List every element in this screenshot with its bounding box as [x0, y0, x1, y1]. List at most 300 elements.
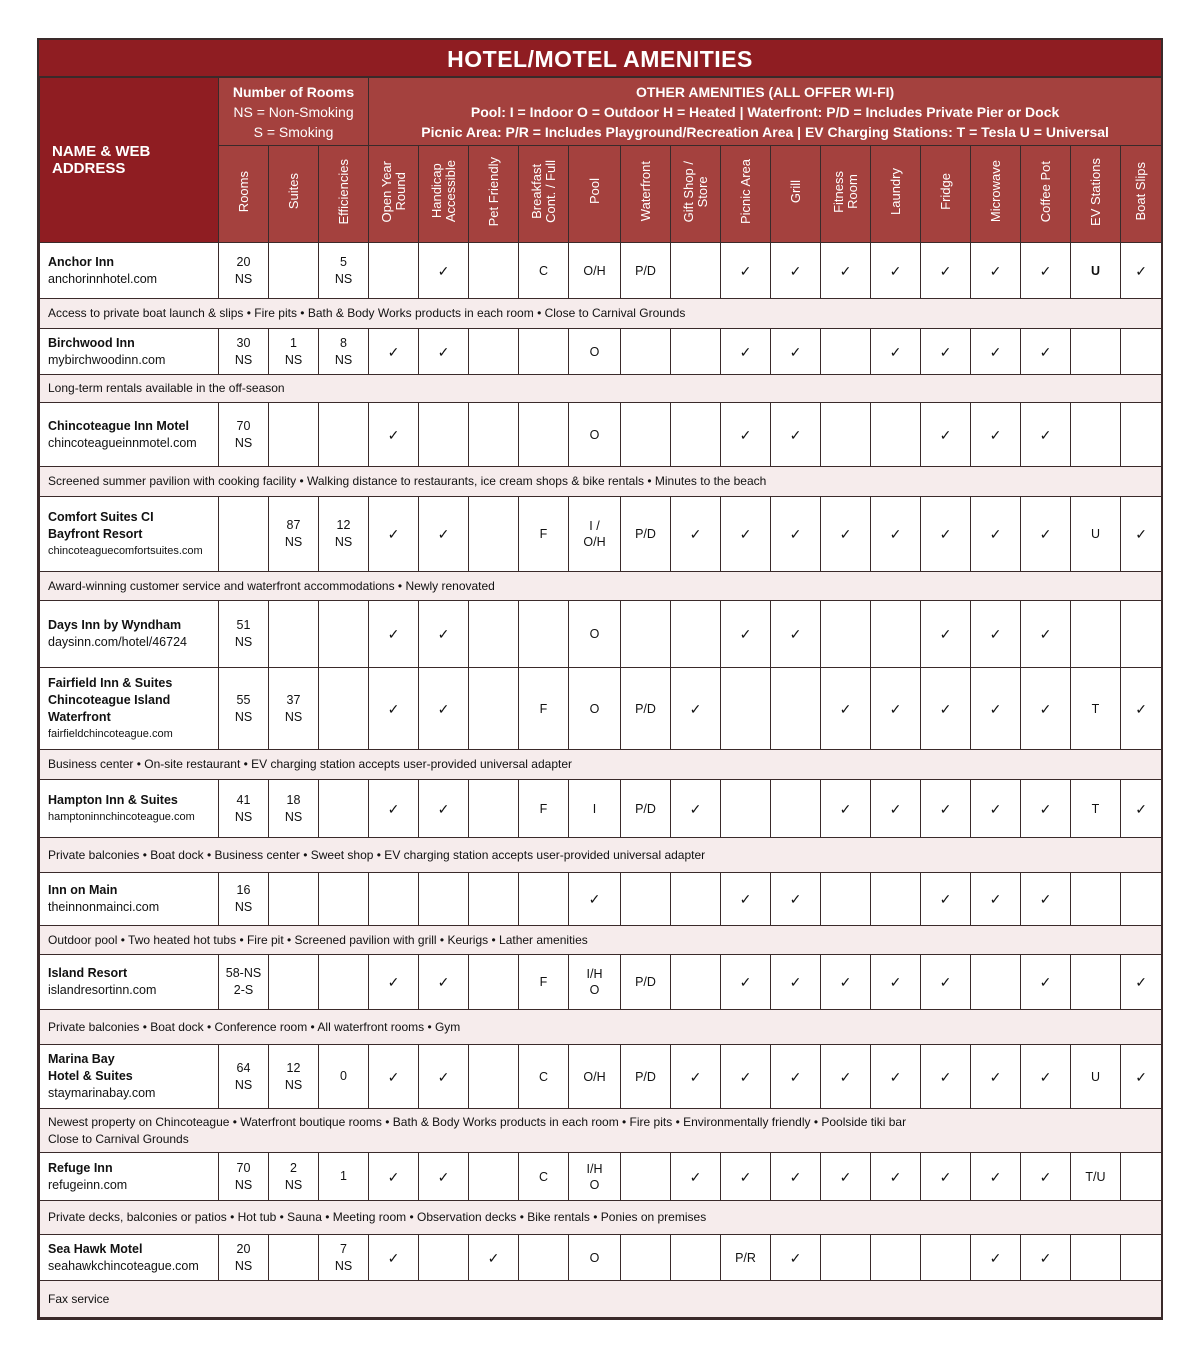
check-icon: ✓ [921, 668, 971, 750]
rooms-cell: 55 NS [219, 668, 269, 750]
column-header-ev-stations [1071, 146, 1121, 243]
amenity-cell: U [1071, 1045, 1121, 1109]
amenity-cell [1121, 1153, 1162, 1201]
check-icon: ✓ [971, 497, 1021, 572]
check-icon: ✓ [369, 403, 419, 467]
page-title: HOTEL/MOTEL AMENITIES [39, 40, 1161, 77]
column-header-label: Efficiencies [335, 158, 351, 225]
check-icon: ✓ [1021, 1235, 1071, 1281]
check-icon: ✓ [771, 1153, 821, 1201]
efficiencies-cell: 5 NS [319, 243, 369, 299]
hotel-name: Chincoteague Inn Motel [48, 418, 189, 433]
efficiencies-cell: 12 NS [319, 497, 369, 572]
amenity-cell: C [519, 1153, 569, 1201]
amenity-cell: O/H [569, 1045, 621, 1109]
amenity-cell [1121, 601, 1162, 668]
note-row [40, 299, 1162, 329]
efficiencies-cell [319, 403, 369, 467]
column-header-label: Boat Slips [1133, 162, 1149, 221]
amenity-cell [671, 403, 721, 467]
hotel-name: Hotel & Suites [48, 1069, 133, 1083]
column-header-label: EV Stations [1087, 157, 1103, 226]
hotel-name: Island Resort [48, 966, 128, 980]
check-icon: ✓ [771, 873, 821, 926]
hotel-web-address[interactable]: mybirchwoodinn.com [48, 352, 166, 367]
column-header-label: Suites [285, 173, 301, 210]
column-header-grill [771, 146, 821, 243]
hotel-web-address[interactable]: theinnonmainci.com [48, 900, 160, 914]
table-row [40, 1153, 1162, 1201]
efficiencies-cell: 0 [319, 1045, 369, 1109]
amenity-cell: F [519, 780, 569, 838]
check-icon: ✓ [369, 780, 419, 838]
check-icon: ✓ [871, 780, 921, 838]
column-header-efficiencies [319, 146, 369, 243]
check-icon: ✓ [971, 780, 1021, 838]
amenity-cell [369, 873, 419, 926]
check-icon: ✓ [721, 403, 771, 467]
amenity-cell [671, 1235, 721, 1281]
hotel-web-address[interactable]: daysinn.com/hotel/46724 [48, 635, 187, 649]
amenity-cell: O [569, 329, 621, 375]
check-icon: ✓ [369, 1045, 419, 1109]
amenity-cell: T/U [1071, 1153, 1121, 1201]
rooms-cell: 41 NS [219, 780, 269, 838]
rooms-cell [219, 497, 269, 572]
check-icon: ✓ [1121, 497, 1162, 572]
check-icon: ✓ [569, 873, 621, 926]
amenity-cell [469, 668, 519, 750]
check-icon: ✓ [721, 873, 771, 926]
check-icon: ✓ [1021, 668, 1071, 750]
check-icon: ✓ [1021, 780, 1071, 838]
table-row [40, 403, 1162, 467]
check-icon: ✓ [1021, 329, 1071, 375]
amenity-cell [469, 1153, 519, 1201]
note-row [40, 467, 1162, 497]
amenity-cell [671, 329, 721, 375]
rooms-group-ns: NS = Non-Smoking [233, 103, 354, 120]
name-column-header: NAME & WEB ADDRESS [40, 78, 219, 243]
amenity-cell [871, 873, 921, 926]
suites-cell: 12 NS [269, 1045, 319, 1109]
column-header-pet-friendly [469, 146, 519, 243]
suites-cell: 37 NS [269, 668, 319, 750]
rooms-cell: 20 NS [219, 243, 269, 299]
rooms-cell: 58-NS 2-S [219, 955, 269, 1010]
column-header-label: Breakfast Cont. / Full [528, 160, 558, 223]
hotel-name: Sea Hawk Motel [48, 1241, 143, 1256]
column-header-label: Fridge [937, 173, 953, 210]
hotel-name-cell [40, 668, 219, 750]
column-header-microwave [971, 146, 1021, 243]
check-icon: ✓ [821, 780, 871, 838]
amenity-cell: P/D [621, 1045, 671, 1109]
amenity-cell [821, 601, 871, 668]
column-header-label: Fitness Room [830, 170, 860, 213]
check-icon: ✓ [921, 780, 971, 838]
hotel-name-cell [40, 955, 219, 1010]
check-icon: ✓ [921, 403, 971, 467]
amenity-cell [1071, 403, 1121, 467]
amenity-cell: U [1071, 243, 1121, 299]
hotel-notes: Newest property on Chincoteague • Waterfront boutique rooms • Bath & Body Works products in each room • Fire pits • Environmentally friendly • Poolside tiki bar Close to Carnival Grounds [40, 1109, 1162, 1153]
efficiencies-cell: 1 [319, 1153, 369, 1201]
check-icon: ✓ [971, 403, 1021, 467]
note-row [40, 1010, 1162, 1045]
amenity-cell: F [519, 497, 569, 572]
amenity-cell [1071, 1235, 1121, 1281]
check-icon: ✓ [771, 243, 821, 299]
check-icon: ✓ [871, 329, 921, 375]
amenities-legend-pool: Pool: I = Indoor O = Outdoor H = Heated | Waterfront: P/D = Includes Private Pier or Dock [470, 103, 1060, 120]
column-header-open-year-round [369, 146, 419, 243]
check-icon: ✓ [921, 243, 971, 299]
table-row [40, 955, 1162, 1010]
amenity-cell [671, 601, 721, 668]
check-icon: ✓ [419, 243, 469, 299]
check-icon: ✓ [921, 955, 971, 1010]
check-icon: ✓ [971, 1045, 1021, 1109]
check-icon: ✓ [671, 668, 721, 750]
hotel-name: Fairfield Inn & Suites [48, 675, 173, 690]
check-icon: ✓ [671, 1153, 721, 1201]
column-header-label: Waterfront [637, 161, 653, 222]
amenity-cell: P/D [621, 497, 671, 572]
hotel-notes: Private balconies • Boat dock • Conference room • All waterfront rooms • Gym [40, 1010, 1162, 1045]
note-row [40, 1201, 1162, 1235]
check-icon: ✓ [771, 403, 821, 467]
amenity-cell: I/H O [569, 1153, 621, 1201]
column-header-label: Microwave [987, 160, 1003, 223]
amenities-legend-picnic: Picnic Area: P/R = Includes Playground/Recreation Area | EV Charging Stations: T = Tesla U = Universal [421, 123, 1109, 140]
hotel-web-address[interactable]: chincoteaguecomfortsuites.com [48, 544, 203, 557]
check-icon: ✓ [419, 497, 469, 572]
table-row [40, 497, 1162, 572]
check-icon: ✓ [871, 1045, 921, 1109]
amenities-table [39, 77, 1162, 1318]
check-icon: ✓ [671, 1045, 721, 1109]
amenity-cell [621, 329, 671, 375]
check-icon: ✓ [721, 243, 771, 299]
check-icon: ✓ [419, 1045, 469, 1109]
rooms-group-s: S = Smoking [253, 123, 334, 140]
check-icon: ✓ [369, 955, 419, 1010]
suites-cell: 2 NS [269, 1153, 319, 1201]
check-icon: ✓ [771, 1045, 821, 1109]
check-icon: ✓ [821, 1045, 871, 1109]
hotel-name-cell [40, 1045, 219, 1109]
hotel-name-cell [40, 1153, 219, 1201]
column-header-breakfast-cont-full [519, 146, 569, 243]
check-icon: ✓ [419, 1153, 469, 1201]
check-icon: ✓ [721, 1153, 771, 1201]
check-icon: ✓ [921, 601, 971, 668]
amenity-cell [469, 403, 519, 467]
table-row [40, 329, 1162, 375]
amenity-cell [1071, 329, 1121, 375]
amenity-cell: T [1071, 668, 1121, 750]
column-header-gift-shop-store [671, 146, 721, 243]
hotel-web-address[interactable]: fairfieldchincoteague.com [48, 727, 173, 740]
hotel-notes: Screened summer pavilion with cooking facility • Walking distance to restaurants, ice cream shops & bike rentals • Minutes to the beach [40, 467, 1162, 497]
amenity-cell [419, 1235, 469, 1281]
amenity-cell [721, 780, 771, 838]
hotel-web-address[interactable]: staymarinabay.com [48, 1086, 156, 1100]
column-header-picnic-area [721, 146, 771, 243]
amenity-cell [971, 955, 1021, 1010]
amenity-cell [469, 329, 519, 375]
hotel-name: Days Inn by Wyndham [48, 618, 182, 632]
rooms-cell: 70 NS [219, 403, 269, 467]
amenity-cell [469, 243, 519, 299]
amenity-cell [871, 601, 921, 668]
hotel-name-cell [40, 1235, 219, 1281]
column-header-pool [569, 146, 621, 243]
column-header-boat-slips [1121, 146, 1162, 243]
amenity-cell [771, 780, 821, 838]
hotel-web-address[interactable]: refugeinn.com [48, 1177, 128, 1192]
check-icon: ✓ [369, 1153, 419, 1201]
column-header-waterfront [621, 146, 671, 243]
check-icon: ✓ [771, 497, 821, 572]
check-icon: ✓ [369, 601, 419, 668]
check-icon: ✓ [721, 497, 771, 572]
check-icon: ✓ [921, 1153, 971, 1201]
amenity-cell [621, 1235, 671, 1281]
amenity-cell: F [519, 668, 569, 750]
hotel-name-cell [40, 497, 219, 572]
hotel-name-cell [40, 329, 219, 375]
hotel-web-address[interactable]: seahawkchincoteague.com [48, 1258, 199, 1273]
check-icon: ✓ [971, 601, 1021, 668]
amenity-cell [419, 873, 469, 926]
check-icon: ✓ [1021, 1045, 1071, 1109]
check-icon: ✓ [971, 1153, 1021, 1201]
hotel-name: Birchwood Inn [48, 335, 135, 350]
check-icon: ✓ [721, 1045, 771, 1109]
hotel-web-address[interactable]: chincoteagueinnmotel.com [48, 435, 197, 450]
check-icon: ✓ [1021, 1153, 1071, 1201]
check-icon: ✓ [1121, 668, 1162, 750]
amenity-cell [469, 1045, 519, 1109]
hotel-name: Chincoteague Island [48, 692, 171, 707]
check-icon: ✓ [871, 1153, 921, 1201]
hotel-notes: Private decks, balconies or patios • Hot tub • Sauna • Meeting room • Observation decks • Bike rentals • Ponies on premises [40, 1201, 1162, 1235]
hotel-notes: Fax service [40, 1281, 1162, 1318]
check-icon: ✓ [771, 329, 821, 375]
rooms-cell: 51 NS [219, 601, 269, 668]
note-row [40, 1109, 1162, 1153]
check-icon: ✓ [419, 780, 469, 838]
column-header-label: Handicap Accessible [428, 160, 458, 223]
suites-cell: 87 NS [269, 497, 319, 572]
column-header-label: Picnic Area [737, 158, 753, 225]
amenity-cell [621, 403, 671, 467]
amenity-cell [621, 601, 671, 668]
check-icon: ✓ [419, 329, 469, 375]
note-row [40, 750, 1162, 780]
amenity-cell [519, 329, 569, 375]
hotel-notes: Business center • On-site restaurant • EV charging station accepts user-provided universal adapter [40, 750, 1162, 780]
amenity-cell [821, 403, 871, 467]
check-icon: ✓ [721, 329, 771, 375]
amenity-cell: I/H O [569, 955, 621, 1010]
column-header-coffee-pot [1021, 146, 1071, 243]
efficiencies-cell: 8 NS [319, 329, 369, 375]
amenity-cell: T [1071, 780, 1121, 838]
suites-cell [269, 955, 319, 1010]
hotel-name: Refuge Inn [48, 1160, 113, 1175]
amenity-cell: O [569, 601, 621, 668]
column-header-fridge [921, 146, 971, 243]
check-icon: ✓ [469, 1235, 519, 1281]
amenities-table-panel [37, 38, 1163, 1320]
check-icon: ✓ [771, 601, 821, 668]
amenity-cell [821, 873, 871, 926]
hotel-web-address[interactable]: hamptoninnchincoteague.com [48, 810, 195, 823]
amenities-group-header [369, 78, 1162, 146]
check-icon: ✓ [369, 497, 419, 572]
check-icon: ✓ [1121, 780, 1162, 838]
hotel-name-cell [40, 403, 219, 467]
amenity-cell [469, 780, 519, 838]
table-row [40, 668, 1162, 750]
hotel-name: Waterfront [48, 709, 111, 724]
suites-cell [269, 403, 319, 467]
column-header-label: Pet Friendly [485, 156, 501, 227]
hotel-name-cell [40, 873, 219, 926]
check-icon: ✓ [419, 601, 469, 668]
table-row [40, 780, 1162, 838]
check-icon: ✓ [971, 873, 1021, 926]
check-icon: ✓ [1121, 243, 1162, 299]
check-icon: ✓ [871, 243, 921, 299]
amenity-cell [1121, 329, 1162, 375]
amenity-cell [1121, 873, 1162, 926]
amenity-cell [771, 668, 821, 750]
check-icon: ✓ [921, 497, 971, 572]
hotel-notes: Long-term rentals available in the off-season [40, 375, 1162, 403]
amenity-cell: I / O/H [569, 497, 621, 572]
check-icon: ✓ [821, 1153, 871, 1201]
table-row [40, 1045, 1162, 1109]
column-header-label: Rooms [235, 170, 251, 213]
hotel-name: Marina Bay [48, 1052, 115, 1066]
amenity-cell [1071, 955, 1121, 1010]
table-row [40, 1235, 1162, 1281]
amenity-cell: P/D [621, 668, 671, 750]
check-icon: ✓ [419, 668, 469, 750]
hotel-name-cell [40, 780, 219, 838]
amenity-cell [821, 329, 871, 375]
column-header-rooms [219, 146, 269, 243]
amenity-cell [671, 873, 721, 926]
column-header-fitness-room [821, 146, 871, 243]
check-icon: ✓ [971, 243, 1021, 299]
check-icon: ✓ [921, 1045, 971, 1109]
efficiencies-cell [319, 780, 369, 838]
check-icon: ✓ [871, 955, 921, 1010]
column-header-label: Laundry [887, 168, 903, 215]
amenity-cell [671, 243, 721, 299]
hotel-web-address[interactable]: anchorinnhotel.com [48, 271, 158, 286]
amenity-cell: O [569, 403, 621, 467]
amenity-cell [621, 873, 671, 926]
hotel-name: Hampton Inn & Suites [48, 792, 178, 807]
rooms-group-title: Number of Rooms [232, 83, 355, 100]
amenity-cell [1121, 403, 1162, 467]
column-header-label: Open Year Round [378, 160, 408, 223]
check-icon: ✓ [871, 668, 921, 750]
amenity-cell: O [569, 668, 621, 750]
check-icon: ✓ [1021, 497, 1071, 572]
amenity-cell [821, 1235, 871, 1281]
rooms-cell: 16 NS [219, 873, 269, 926]
check-icon: ✓ [369, 668, 419, 750]
suites-cell [269, 1235, 319, 1281]
amenity-cell [469, 601, 519, 668]
amenity-cell [519, 403, 569, 467]
hotel-name-cell [40, 243, 219, 299]
check-icon: ✓ [1021, 955, 1071, 1010]
amenity-cell [1121, 1235, 1162, 1281]
column-header-label: Pool [586, 178, 602, 205]
hotel-notes: Award-winning customer service and waterfront accommodations • Newly renovated [40, 572, 1162, 601]
amenity-cell [721, 668, 771, 750]
amenity-cell: I [569, 780, 621, 838]
table-row [40, 601, 1162, 668]
column-header-laundry [871, 146, 921, 243]
check-icon: ✓ [821, 955, 871, 1010]
check-icon: ✓ [971, 668, 1021, 750]
column-header-label: Grill [787, 179, 803, 204]
check-icon: ✓ [369, 329, 419, 375]
hotel-name-cell [40, 601, 219, 668]
column-header-label: Gift Shop / Store [680, 160, 710, 223]
amenity-cell: P/D [621, 780, 671, 838]
amenity-cell [419, 403, 469, 467]
hotel-name: Anchor Inn [48, 254, 114, 269]
amenity-cell [671, 955, 721, 1010]
amenity-cell: O [569, 1235, 621, 1281]
check-icon: ✓ [971, 329, 1021, 375]
amenity-cell: O/H [569, 243, 621, 299]
check-icon: ✓ [1021, 243, 1071, 299]
efficiencies-cell: 7 NS [319, 1235, 369, 1281]
check-icon: ✓ [1021, 601, 1071, 668]
check-icon: ✓ [821, 243, 871, 299]
check-icon: ✓ [971, 1235, 1021, 1281]
amenity-cell [871, 403, 921, 467]
check-icon: ✓ [821, 668, 871, 750]
amenity-cell [469, 955, 519, 1010]
amenity-cell [921, 1235, 971, 1281]
hotel-notes: Private balconies • Boat dock • Business center • Sweet shop • EV charging station accepts user-provided universal adapter [40, 838, 1162, 873]
rooms-cell: 30 NS [219, 329, 269, 375]
column-header-suites [269, 146, 319, 243]
check-icon: ✓ [369, 1235, 419, 1281]
efficiencies-cell [319, 955, 369, 1010]
suites-cell: 18 NS [269, 780, 319, 838]
check-icon: ✓ [721, 601, 771, 668]
note-row [40, 1281, 1162, 1318]
note-row [40, 572, 1162, 601]
efficiencies-cell [319, 873, 369, 926]
hotel-web-address[interactable]: islandresortinn.com [48, 983, 157, 997]
suites-cell [269, 243, 319, 299]
amenity-cell: P/D [621, 955, 671, 1010]
